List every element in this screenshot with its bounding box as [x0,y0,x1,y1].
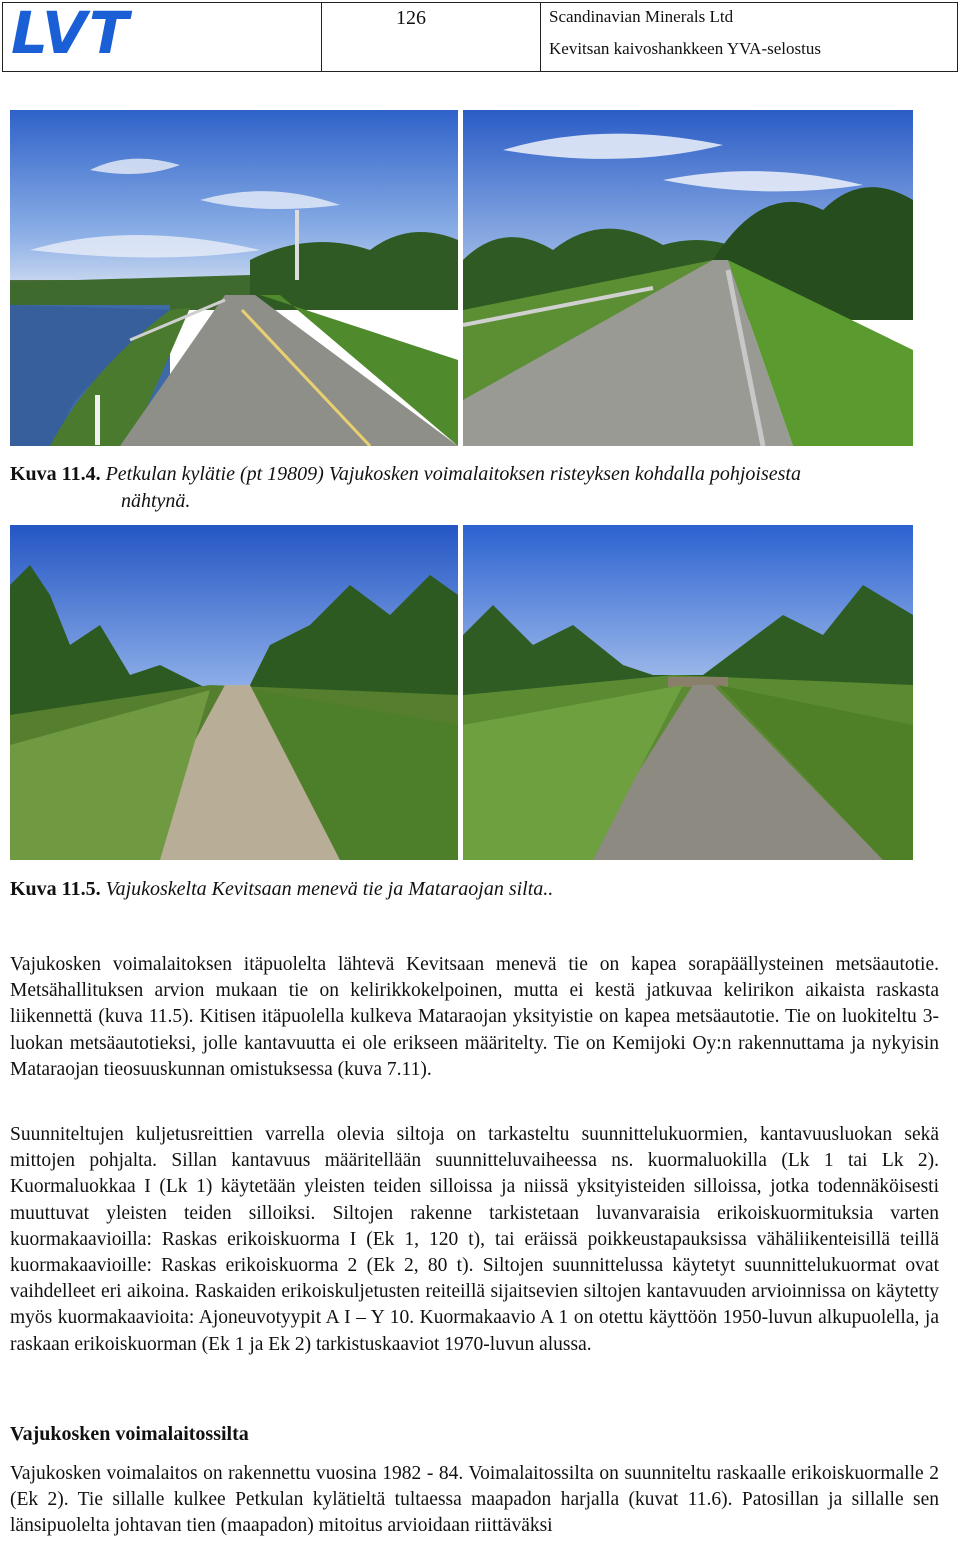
figure-11-5-caption [10,876,940,903]
header-logo-cell [3,0,322,71]
paved-road-bridge-railing-photo [463,110,913,446]
figure-11-4-caption [10,461,940,515]
figure-label: Kuva 11.4. [10,463,101,485]
header-page-cell [322,3,541,71]
body-paragraph: Vajukosken voimalaitoksen itäpuolelta lähtevä Kevitsaan menevä tie on kapea sorapäällysteinen metsäautotie. Metsähallituksen arvion mukaan tie on kelirikkokelpoinen, mutta ei kestä jatkuvaa kelirikon aikaista raskasta liikennettä (kuva 11.5). Kitisen itäpuolella kulkeva Mataraojan yksityistie on kapea metsäautotie. Tie on luokiteltu 3- luokan metsäautotieksi, jolle kantavuutta ei ole erikseen määritelty. Tie on Kemijoki Oy:n rakennuttama ja nykyisin Mataraojan tieosuuskunnan omistuksessa (kuva 7.11). [10,954,939,1080]
page-number: 126 [396,7,426,29]
company-name: Scandinavian Minerals Ltd [549,7,734,26]
gravel-road-to-bridge-photo [463,525,913,860]
header-title-cell [541,3,957,71]
body-paragraph: Vajukosken voimalaitos on rakennettu vuosina 1982 - 84. Voimalaitossilta on suunniteltu raskaalle erikoiskuormalle 2 (Ek 2). Tie sillalle kulkee Petkulan kylätieltä tultaessa maapadon harjalla (kuvat 11.6). Patosillan ja sillalle sen länsipuolelta johtavan tien (maapadon) mitoitus arvioidaan riittäväksi [10,1463,939,1537]
figure-caption-text-continued: nähtynä. [121,490,191,512]
figure-label: Kuva 11.5. [10,878,101,900]
section-heading: Vajukosken voimalaitossilta [10,1423,249,1445]
gravel-forest-road-photo [10,525,458,860]
paved-road-with-lake-photo [10,110,458,446]
body-paragraph: Suunniteltujen kuljetusreittien varrella olevia siltoja on tarkasteltu suunnittelukuormien, kantavuusluokan sekä mittojen pohjalta. Sillan kantavuus määritellään suunnitteluvaiheessa ns. kuormaluokilla (Lk 1 tai Lk 2). Kuormaluokkaa I (Lk 1) käytetään yleisten teiden silloissa ja niissä yksityisteiden silloissa, jotka todennäköisesti muuttuvat yleisten teiden silloiksi. Siltojen rakenne tarkistetaan luvanvaraisia erikoiskuormituksia varten kuormakaavioilla: Raskas erikoiskuorma I (Ek 1, 120 t), tai eräissä poikkeustapauksissa vähäliikenteisillä teillä kuormakaavioille: Raskas erikoiskuorma 2 (Ek 2, 80 t). Siltojen suunnittelussa käytetyt suunnittelukuormat ovat vaihdelleet eri aikoina. Raskaiden erikoiskuljetusten reiteillä sijaitsevien siltojen kantavuuden arvioinnissa on käytetty myös kuormakaavioita: Ajoneuvotyypit A I – Y 10. Kuormakaavio A 1 on otettu käyttöön 1950-luvun alkupuolella, ja raskaan erikoiskuorman (Ek 1 ja Ek 2) tarkistuskaaviot 1970-luvun alussa. [10,1124,939,1355]
page-header [2,2,958,72]
document-title: Kevitsan kaivoshankkeen YVA-selostus [549,39,821,58]
figure-caption-text: Vajukoskelta Kevitsaan menevä tie ja Mataraojan silta.. [105,878,554,900]
lvt-logo: LVT [11,0,131,67]
figure-caption-text: Petkulan kylätie (pt 19809) Vajukosken voimalaitoksen risteyksen kohdalla pohjoisesta [105,463,801,485]
